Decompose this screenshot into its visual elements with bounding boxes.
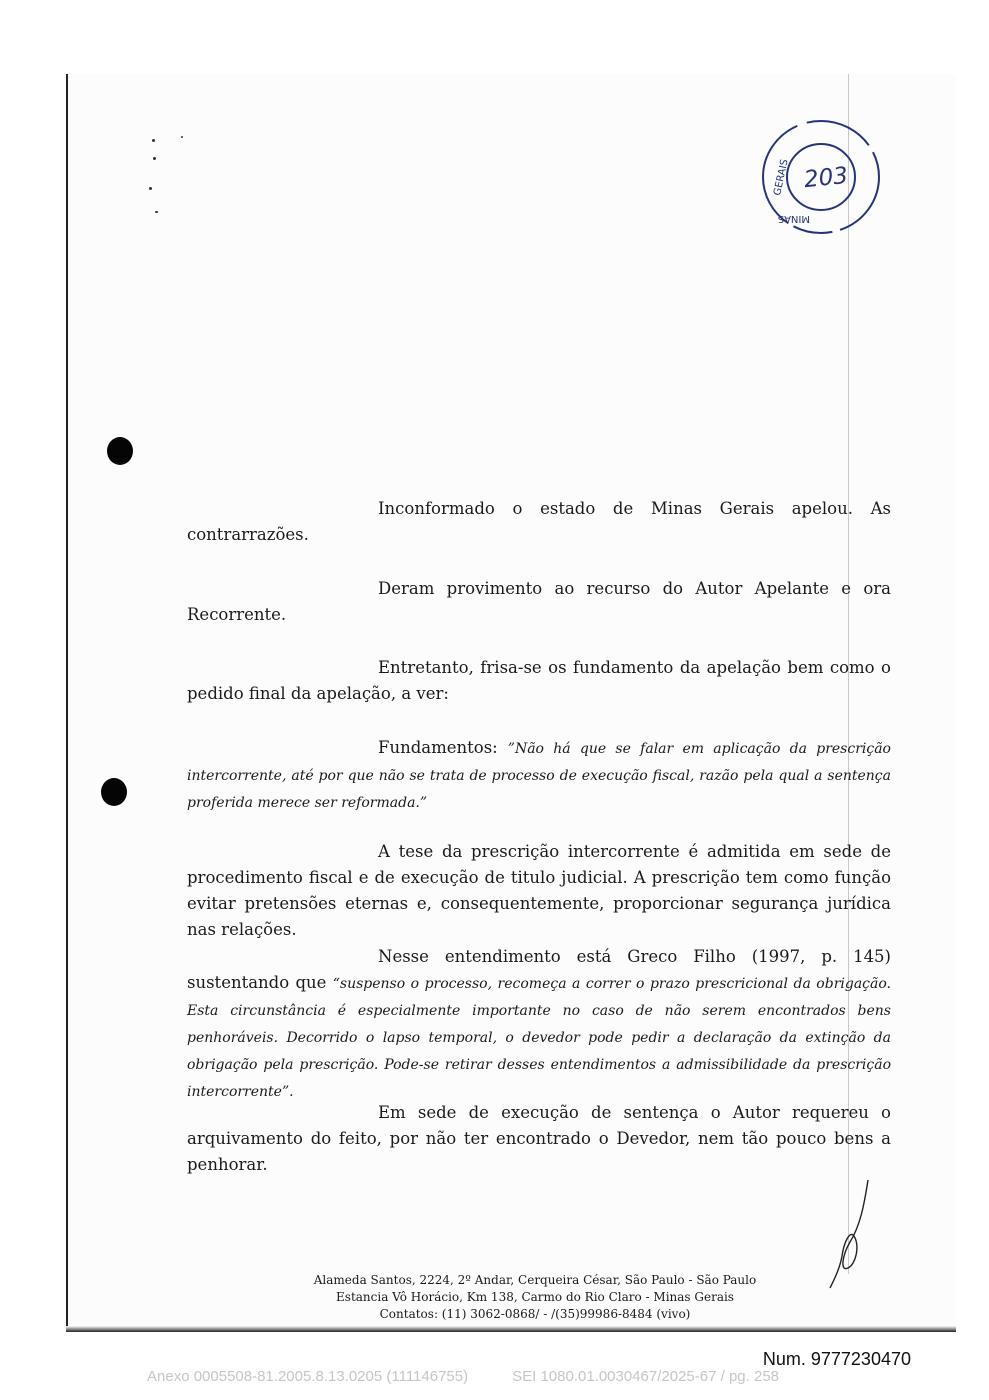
punch-hole: [107, 437, 133, 465]
paragraph-apelou: [187, 496, 891, 548]
paragraph-text: Entretanto, frisa-se os fundamento da apelação bem como o pedido final da apelação, a ver:: [187, 658, 891, 703]
page-left-edge: [66, 74, 68, 1332]
scan-speck: [149, 187, 152, 190]
punch-hole: [101, 778, 127, 806]
stamp-ring-text-left: GERAIS: [772, 158, 791, 197]
footer-contacts: Contatos: (11) 3062-0868/ - /(35)99986-8484 (vivo): [379, 1307, 691, 1321]
annex-reference: [147, 1368, 823, 1385]
paragraph-quote: “suspenso o processo, recomeça a correr o prazo prescricional da obrigação. Esta circunstância é especialmente importante no caso de não serem encontrados bens penhoráveis. Decorrido o lapso temporal, o devedor pode pedir a declaração da extinção da obrigação pela prescrição. Pode-se retirar desses entendimentos a admissibilidade da prescrição intercorrente”.: [187, 976, 891, 1100]
document-number: Num. 9777230470: [762, 1349, 911, 1369]
paragraph-quote: ”Não há que se falar em aplicação da prescrição intercorrente, até por que não se trata de processo de execução fiscal, razão pela qual a sentença proferida merece ser reformada.”: [187, 741, 891, 811]
paragraph-text: Inconformado o estado de Minas Gerais apelou. As contrarrazões.: [187, 499, 891, 544]
paragraph-text: A tese da prescrição intercorrente é admitida em sede de procedimento fiscal e de execução de titulo judicial. A prescrição tem como função evitar pretensões eternas e, consequentemente, proporcionar segurança jurídica nas relações.: [187, 842, 891, 939]
paragraph-execucao: [187, 1100, 891, 1178]
footer-address-sp: Alameda Santos, 2224, 2º Andar, Cerqueira César, São Paulo - São Paulo: [313, 1273, 757, 1287]
paragraph-lead: Fundamentos:: [378, 738, 508, 757]
stamp-folio-number: 203: [802, 162, 850, 194]
handwritten-signature: [820, 1176, 880, 1292]
paragraph-tese: [187, 839, 891, 943]
scan-speck: [155, 211, 158, 213]
paragraph-text: Deram provimento ao recurso do Autor Apelante e ora Recorrente.: [187, 579, 891, 624]
letterhead-footer: [300, 1272, 770, 1323]
page-bottom-edge: [66, 1326, 956, 1332]
paragraph-provimento: [187, 576, 891, 628]
paragraph-lead: Nesse entendimento está Greco Filho (1997, p. 145) sustentando que: [187, 947, 891, 992]
paragraph-entretanto: [187, 655, 891, 707]
stamp-ring-text-bottom: MINAS: [777, 213, 810, 224]
paragraph-text: Em sede de execução de sentença o Autor requereu o arquivamento do feito, por não ter encontrado o Devedor, nem tão pouco bens a penhorar.: [187, 1103, 891, 1174]
paragraph-greco: [187, 944, 891, 1105]
paragraph-fundamentos: [187, 735, 891, 816]
sei-page-reference: SEI 1080.01.0030467/2025-67 / pg. 258: [512, 1368, 780, 1385]
scan-speck: [181, 136, 183, 138]
annex-process-number: Anexo 0005508-81.2005.8.13.0205 (111146755): [147, 1368, 469, 1385]
footer-address-mg: Estancia Vô Horácio, Km 138, Carmo do Rio Claro - Minas Gerais: [336, 1290, 734, 1304]
scan-speck: [153, 157, 156, 160]
scan-speck: [152, 139, 155, 142]
